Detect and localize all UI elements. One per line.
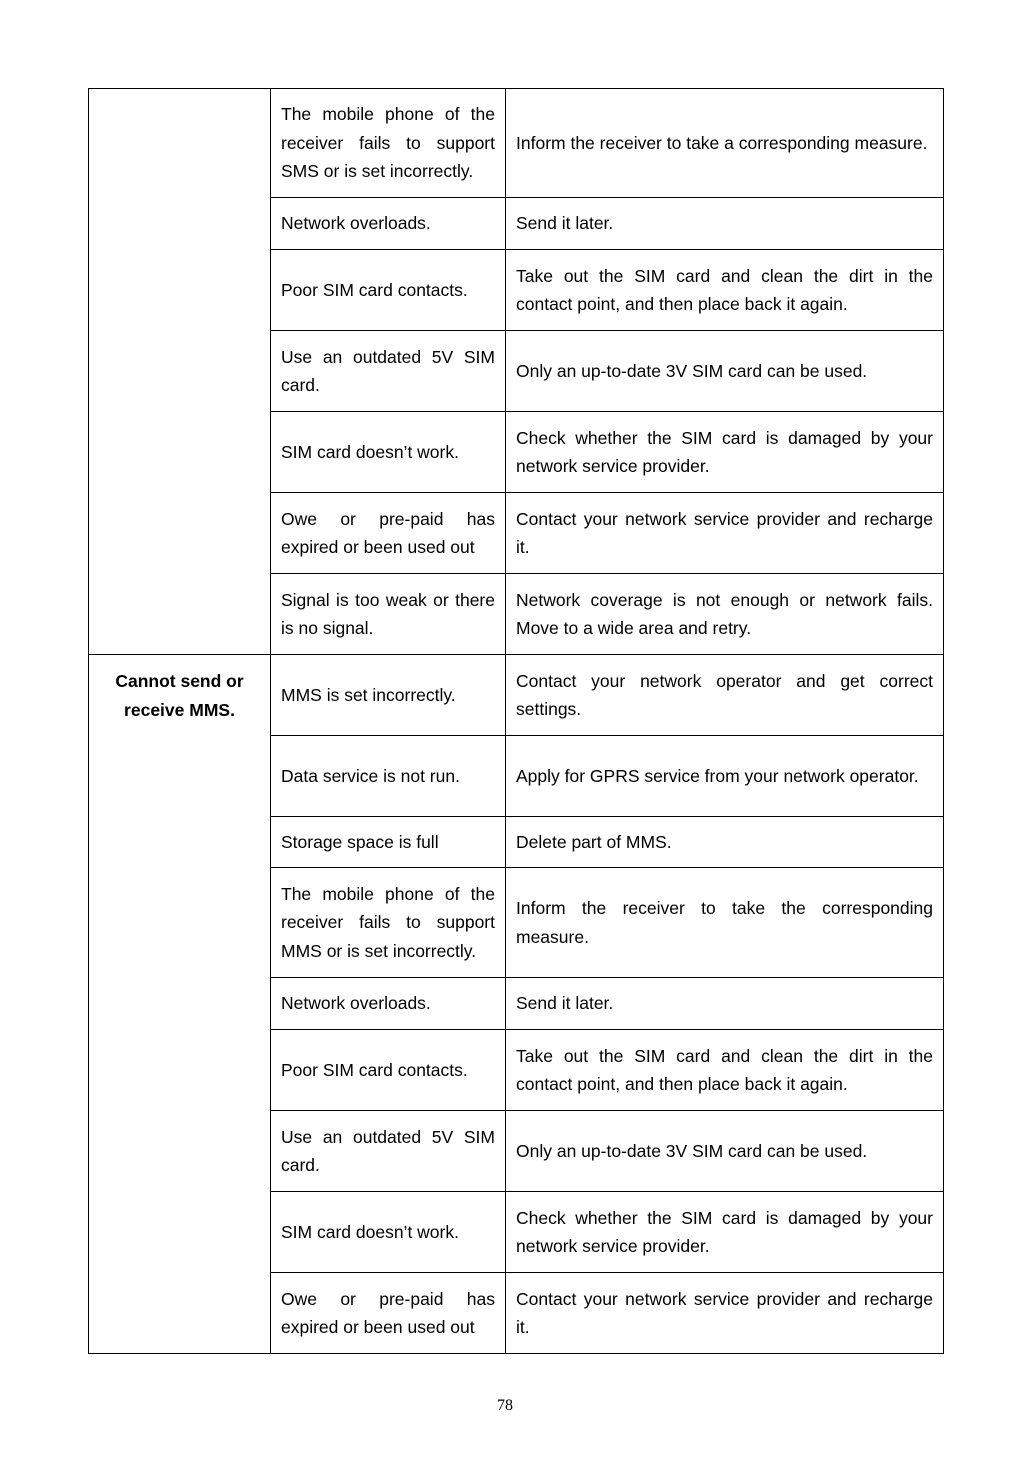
cause-cell: Poor SIM card contacts. xyxy=(271,1030,506,1111)
cause-cell: The mobile phone of the receiver fails to support MMS or is set incorrectly. xyxy=(271,868,506,978)
solution-cell: Inform the receiver to take a corresponding measure. xyxy=(506,89,944,198)
cause-cell: Data service is not run. xyxy=(271,736,506,817)
solution-cell: Send it later. xyxy=(506,978,944,1030)
problem-cell: Cannot send or receive MMS. xyxy=(89,655,271,1354)
problem-cell xyxy=(89,89,271,655)
cause-cell: Use an outdated 5V SIM card. xyxy=(271,331,506,412)
troubleshooting-table xyxy=(88,88,944,1354)
cause-cell: Storage space is full xyxy=(271,817,506,868)
page-number: 78 xyxy=(497,1397,513,1414)
solution-cell: Check whether the SIM card is damaged by your network service provider. xyxy=(506,412,944,493)
solution-cell: Only an up-to-date 3V SIM card can be used. xyxy=(506,1111,944,1192)
solution-cell: Network coverage is not enough or network fails. Move to a wide area and retry. xyxy=(506,574,944,655)
solution-cell: Delete part of MMS. xyxy=(506,817,944,868)
solution-cell: Contact your network operator and get correct settings. xyxy=(506,655,944,736)
solution-cell: Contact your network service provider and recharge it. xyxy=(506,493,944,574)
solution-cell: Contact your network service provider and recharge it. xyxy=(506,1273,944,1354)
cause-cell: Signal is too weak or there is no signal. xyxy=(271,574,506,655)
solution-cell: Only an up-to-date 3V SIM card can be used. xyxy=(506,331,944,412)
cause-cell: Poor SIM card contacts. xyxy=(271,250,506,331)
solution-cell: Apply for GPRS service from your network operator. xyxy=(506,736,944,817)
table-row xyxy=(89,655,944,736)
cause-cell: MMS is set incorrectly. xyxy=(271,655,506,736)
cause-cell: The mobile phone of the receiver fails to support SMS or is set incorrectly. xyxy=(271,89,506,198)
cause-cell: Network overloads. xyxy=(271,978,506,1030)
cause-cell: Network overloads. xyxy=(271,198,506,250)
cause-cell: SIM card doesn’t work. xyxy=(271,1192,506,1273)
table-row xyxy=(89,89,944,198)
cause-cell: Use an outdated 5V SIM card. xyxy=(271,1111,506,1192)
cause-cell: Owe or pre-paid has expired or been used out xyxy=(271,1273,506,1354)
cause-cell: Owe or pre-paid has expired or been used out xyxy=(271,493,506,574)
solution-cell: Take out the SIM card and clean the dirt in the contact point, and then place back it again. xyxy=(506,1030,944,1111)
solution-cell: Check whether the SIM card is damaged by your network service provider. xyxy=(506,1192,944,1273)
solution-cell: Take out the SIM card and clean the dirt in the contact point, and then place back it again. xyxy=(506,250,944,331)
solution-cell: Inform the receiver to take the corresponding measure. xyxy=(506,868,944,978)
cause-cell: SIM card doesn’t work. xyxy=(271,412,506,493)
solution-cell: Send it later. xyxy=(506,198,944,250)
